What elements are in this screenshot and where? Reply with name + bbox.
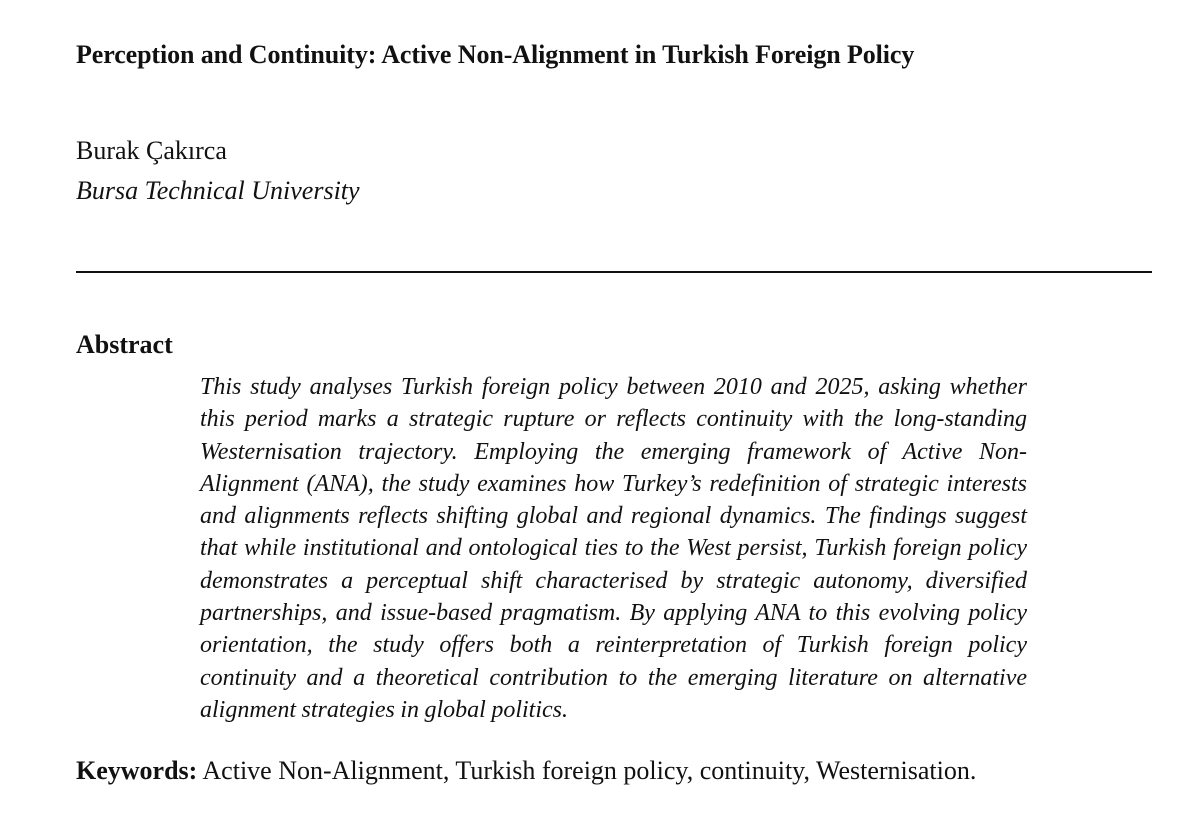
section-divider	[76, 271, 1152, 273]
author-affiliation: Bursa Technical University	[76, 176, 360, 205]
abstract-text: This study analyses Turkish foreign policy between 2010 and 2025, asking whether this period marks a strategic rupture or reflects continuity with the long-standing Westernisation trajectory. Employing the emerging framework of Active Non-Alignment (ANA), the study examines how Turkey’s redefinition of strategic interests and alignments reflects shifting global and regional dynamics. The findings suggest that while institutional and ontological ties to the West persist, Turkish foreign policy demonstrates a perceptual shift characterised by strategic autonomy, diversified partnerships, and issue-based pragmatism. By applying ANA to this evolving policy orientation, the study offers both a reinterpretation of Turkish foreign policy continuity and a theoretical contribution to the emerging literature on alternative alignment strategies in global politics.	[200, 374, 1027, 723]
keywords-line	[76, 756, 976, 786]
author-name: Burak Çakırca	[76, 136, 227, 165]
abstract-heading: Abstract	[76, 330, 173, 359]
paper-title: Perception and Continuity: Active Non-Alignment in Turkish Foreign Policy	[76, 40, 915, 69]
keywords-label: Keywords:	[76, 756, 198, 785]
keywords-text: Active Non-Alignment, Turkish foreign policy, continuity, Westernisation.	[202, 756, 977, 785]
